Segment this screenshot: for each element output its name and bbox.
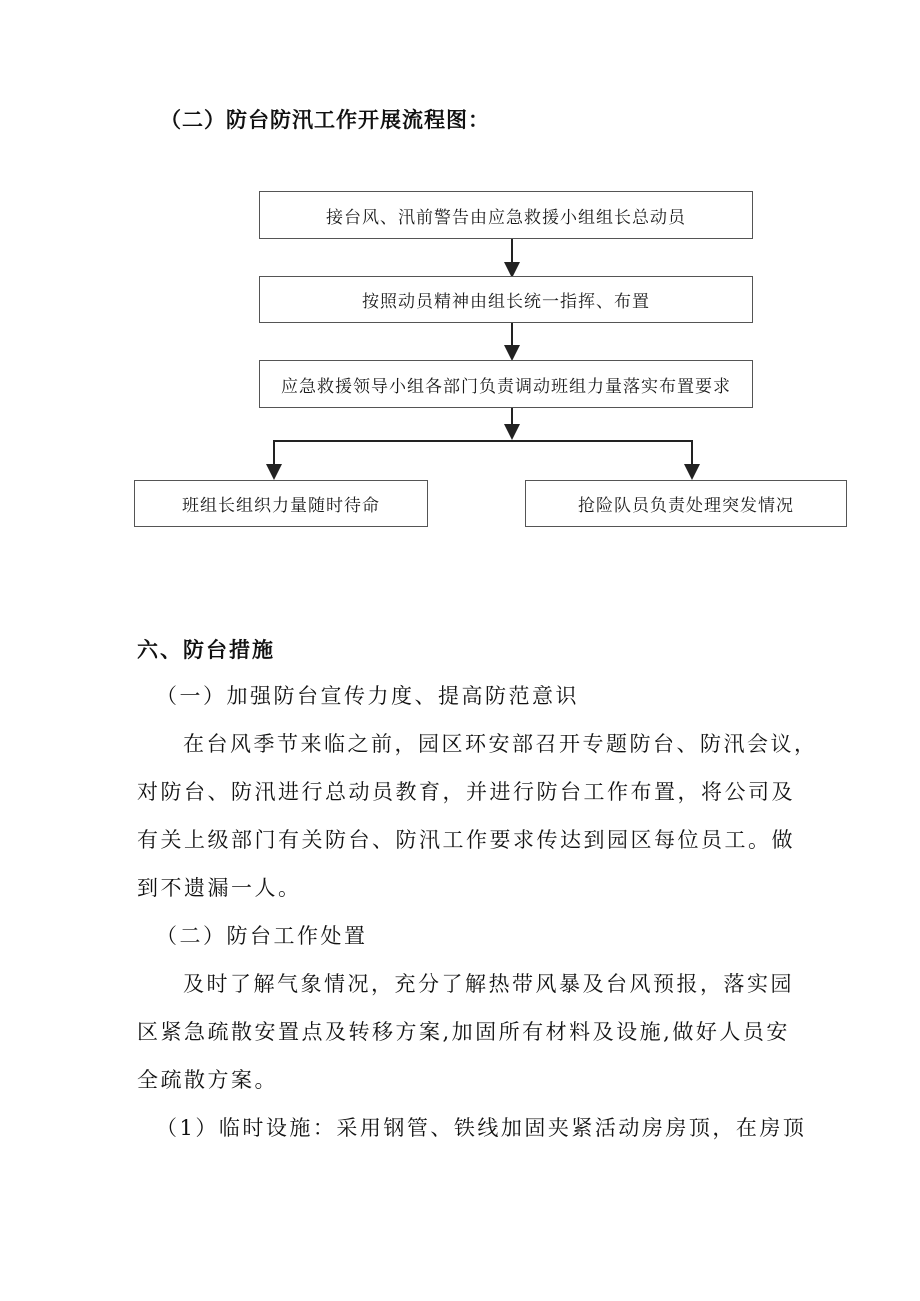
flow-step-3: 应急救援领导小组各部门负责调动班组力量落实布置要求 (259, 360, 753, 408)
flow-step-1: 接台风、汛前警告由应急救援小组组长总动员 (259, 191, 753, 239)
flowchart-heading: （二）防台防汛工作开展流程图： (160, 108, 490, 132)
paragraph-1-line-4: 到不遗漏一人。 (137, 876, 302, 900)
paragraph-2-line-1: 及时了解气象情况，充分了解热带风暴及台风预报，落实园 (183, 972, 794, 996)
subsection-1-heading: （一）加强防台宣传力度、提高防范意识 (156, 684, 579, 708)
flow-step-2: 按照动员精神由组长统一指挥、布置 (259, 276, 753, 323)
paragraph-1-line-1: 在台风季节来临之前，园区环安部召开专题防台、防汛会议， (183, 732, 818, 756)
flow-branch-left: 班组长组织力量随时待命 (134, 480, 428, 527)
item-1-line: （1）临时设施：采用钢管、铁线加固夹紧活动房房顶，在房顶 (156, 1116, 807, 1140)
paragraph-1-line-2: 对防台、防汛进行总动员教育，并进行防台工作布置，将公司及 (137, 780, 795, 804)
paragraph-2-line-2: 区紧急疏散安置点及转移方案,加固所有材料及设施,做好人员安 (137, 1020, 790, 1044)
flow-branch-right: 抢险队员负责处理突发情况 (525, 480, 847, 527)
paragraph-2-line-3: 全疏散方案。 (137, 1068, 278, 1092)
paragraph-1-line-3: 有关上级部门有关防台、防汛工作要求传达到园区每位员工。做 (137, 828, 795, 852)
section-title: 六、防台措施 (137, 638, 275, 662)
subsection-2-heading: （二）防台工作处置 (156, 924, 368, 948)
